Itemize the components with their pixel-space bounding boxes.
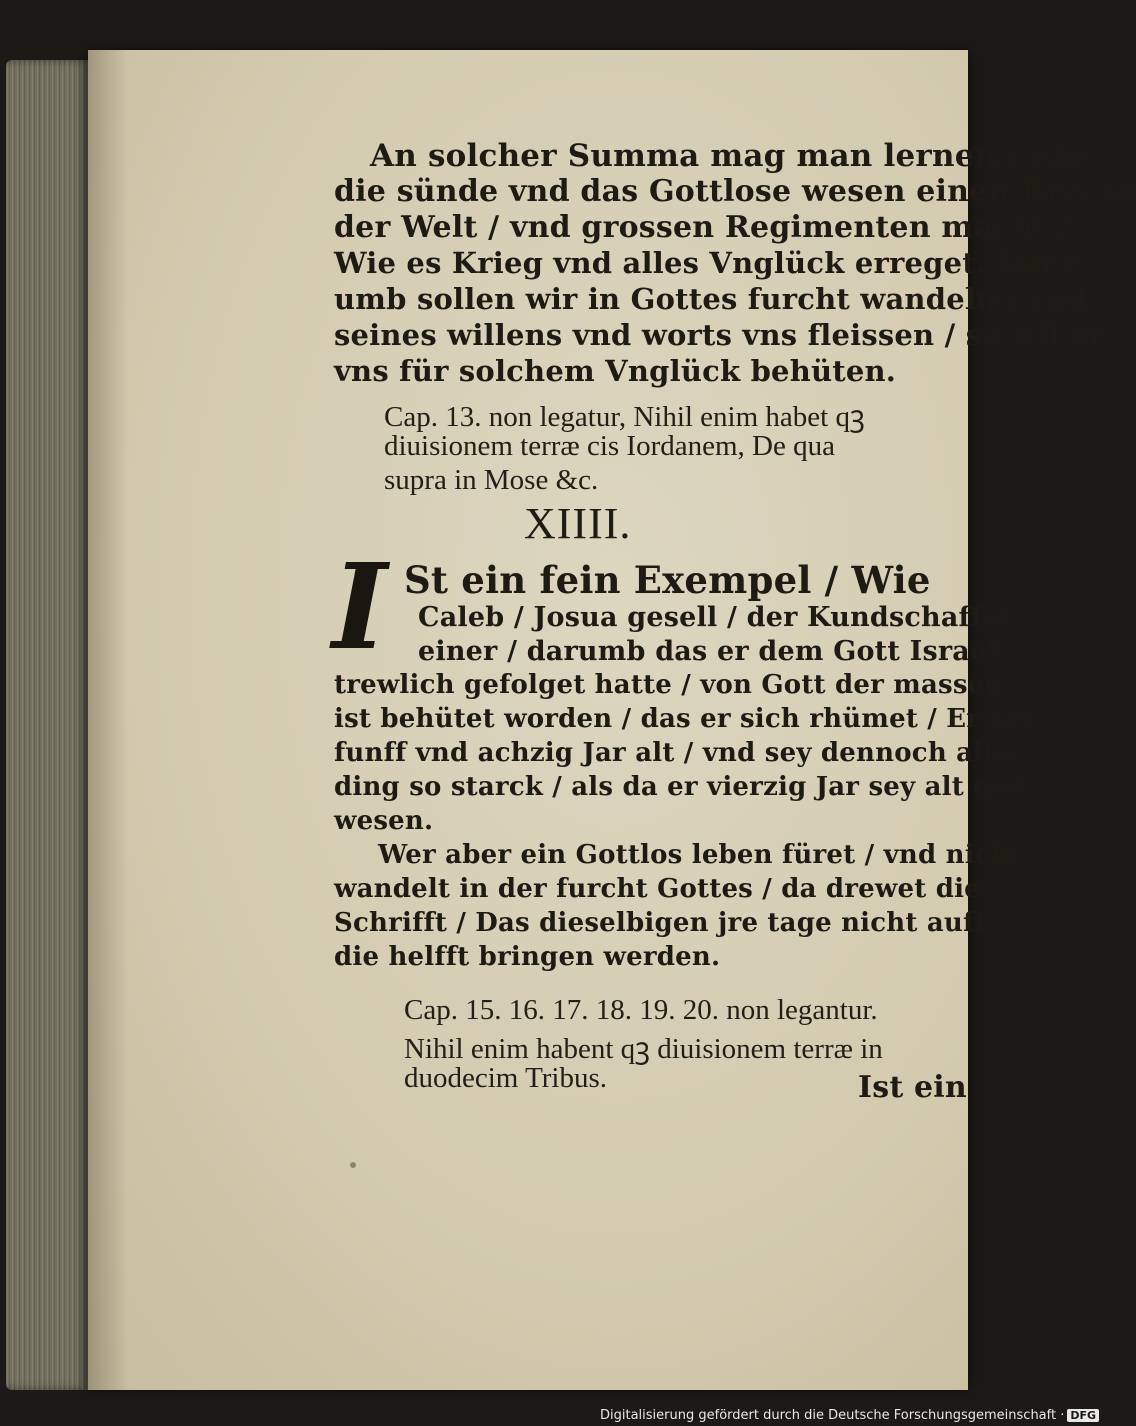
dfg-logo-icon: DFG	[1067, 1409, 1099, 1422]
text-line: Cap. 13. non legatur, Nihil enim habet qꝫ	[384, 401, 865, 433]
text-line: ding so starck / als da er vierzig Jar sey alt ge=	[334, 772, 1031, 802]
digitization-credit	[600, 1408, 1099, 1423]
text-line: vns für solchem Vnglück behüten.	[334, 354, 897, 388]
text-line: umb sollen wir in Gottes furcht wandeln / vnd	[334, 282, 1088, 316]
page-gutter-shadow	[88, 50, 128, 1390]
text-line: die helfft bringen werden.	[334, 942, 721, 972]
credit-text: Digitalisierung gefördert durch die Deutsche Forschungsgemeinschaft ·	[600, 1408, 1065, 1423]
text-line: der Welt / vnd grossen Regimenten macht /	[334, 210, 1070, 245]
book-page	[88, 50, 1136, 1390]
text-line: Wer aber ein Gottlos leben füret / vnd nicht	[378, 840, 1023, 870]
text-line: einer / darumb das er dem Gott Israel	[418, 636, 998, 667]
catchword: Ist ein	[858, 1070, 967, 1105]
text-line: duodecim Tribus.	[404, 1062, 608, 1094]
text-line: Nihil enim habent qꝫ diuisionem terræ in	[404, 1033, 883, 1065]
chapter-heading: XIIII.	[524, 499, 632, 548]
text-line: wandelt in der furcht Gottes / da drewet die	[334, 874, 981, 904]
text-line: trewlich gefolget hatte / von Gott der massen	[334, 670, 1004, 700]
text-line: wesen.	[334, 806, 434, 836]
book-edge	[6, 60, 90, 1390]
text-line: diuisionem terræ cis Iordanem, De qua	[384, 430, 835, 462]
text-line: St ein fein Exempel / Wie	[404, 558, 931, 602]
text-line: funff vnd achzig Jar alt / vnd sey dennoch aller	[334, 738, 1025, 768]
text-line: seines willens vnd worts vns fleissen / so wil er	[334, 318, 1105, 352]
text-line: Schrifft / Das dieselbigen jre tage nicht auff	[334, 908, 986, 938]
ink-mark	[350, 1162, 356, 1168]
text-line: Cap. 15. 16. 17. 18. 19. 20. non legantur.	[404, 994, 878, 1026]
text-line: ist behütet worden / das er sich rhümet / Er sey	[334, 704, 1037, 734]
text-line: Wie es Krieg vnd alles Vnglück erreget. Dar=	[334, 246, 1081, 280]
text-line: die sünde vnd das Gottlose wesen einen Riss in	[334, 174, 1136, 209]
text-line: Caleb / Josua gesell / der Kundschaffer	[418, 602, 1014, 633]
text-line: supra in Mose &c.	[384, 464, 599, 496]
drop-cap: I	[332, 537, 388, 676]
text-line: An solcher Summa mag man lernen / wie	[370, 138, 1090, 174]
